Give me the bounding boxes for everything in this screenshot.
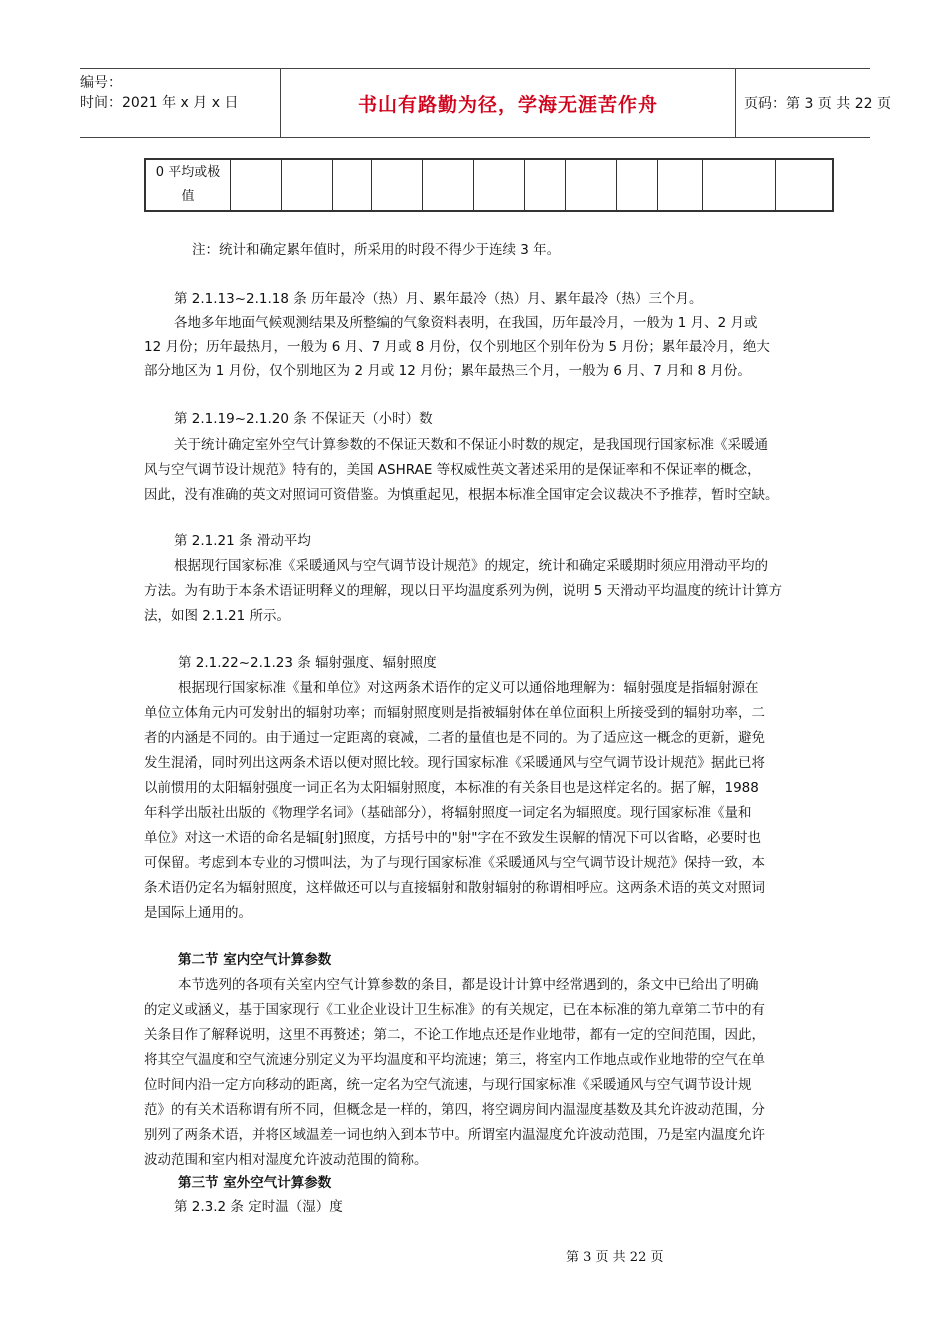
paragraph-line: 者的内涵是不同的。由于通过一定距离的衰减，二者的量值也是不同的。为了适应这一概念的更新，避免: [144, 730, 765, 746]
paragraph-line: 年科学出版社出版的《物理学名词》（基础部分），将辐射照度一词定名为辐照度。现行国家标准《量和: [144, 805, 752, 821]
paragraph-line: 的定义或涵义，基于国家现行《工业企业设计卫生标准》的有关规定，已在本标准的第九章第二节中的有: [144, 1002, 765, 1018]
header-page-info: 页码：第 3 页 共 22 页: [744, 96, 891, 112]
table-cell: [372, 159, 423, 211]
paragraph-line: 12 月份；历年最热月，一般为 6 月、7 月或 8 月份，仅个别地区个别年份为 5 月份；累年最冷月，绝大: [144, 339, 770, 355]
table-note: 注：统计和确定累年值时，所采用的时段不得少于连续 3 年。: [192, 242, 561, 258]
table-cell: [703, 159, 776, 211]
table-cell-label: 0 平均或极 值: [145, 159, 231, 211]
paragraph-line: 关于统计确定室外空气计算参数的不保证天数和不保证小时数的规定，是我国现行国家标准《采暖通: [174, 437, 768, 453]
paragraph-line: 可保留。考虑到本专业的习惯叫法，为了与现行国家标准《采暖通风与空气调节设计规范》保持一致，本: [144, 855, 765, 871]
header-motto: 书山有路勤为径，学海无涯苦作舟: [357, 93, 658, 116]
paragraph-line: 关条目作了解释说明，这里不再赘述；第二，不论工作地点还是作业地带，都有一定的空间范围，因此，: [144, 1027, 765, 1043]
paragraph-line: 位时间内沿一定方向移动的距离，统一定名为空气流速，与现行国家标准《采暖通风与空气调节设计规: [144, 1077, 752, 1093]
paragraph-line: 根据现行国家标准《采暖通风与空气调节设计规范》的规定，统计和确定采暖期时须应用滑动平均的: [174, 558, 768, 574]
paragraph-line: 发生混淆，同时列出这两条术语以便对照比较。现行国家标准《采暖通风与空气调节设计规范》据此已将: [144, 755, 765, 771]
header-meta: [80, 69, 280, 141]
table-cell: [566, 159, 617, 211]
table-cell: [423, 159, 474, 211]
table-cell: [617, 159, 658, 211]
table-cell: [282, 159, 333, 211]
section-title: 第 2.1.13~2.1.18 条 历年最冷（热）月、累年最冷（热）月、累年最冷（热）三个月。: [174, 291, 703, 307]
header-motto-cell: [280, 69, 736, 137]
paragraph-line: 以前惯用的太阳辐射强度一词正名为太阳辐射照度，本标准的有关条目也是这样定名的。据了解，1988: [144, 780, 759, 796]
paragraph-line: 别列了两条术语，并将区域温差一词也纳入到本节中。所谓室内温湿度允许波动范围，乃是室内温度允许: [144, 1127, 765, 1143]
header-page-cell: [734, 69, 891, 137]
doc-time-label: 时间：2021 年 x 月 x 日: [80, 95, 239, 111]
table-cell: [474, 159, 525, 211]
table-row: [145, 159, 833, 211]
section-title: 第 2.1.22~2.1.23 条 辐射强度、辐射照度: [178, 655, 437, 671]
paragraph-line: 本节选列的各项有关室内空气计算参数的条目，都是设计计算中经常遇到的，条文中已给出了明确: [178, 977, 759, 993]
table-cell: [333, 159, 372, 211]
paragraph-line: 范》的有关术语称谓有所不同，但概念是一样的，第四，将空调房间内温湿度基数及其允许波动范围，分: [144, 1102, 765, 1118]
paragraph-line: 法，如图 2.1.21 所示。: [144, 608, 291, 624]
doc-number-label: 编号：: [80, 75, 122, 91]
paragraph-line: 方法。为有助于本条术语证明释义的理解，现以日平均温度系列为例，说明 5 天滑动平均温度的统计计算方: [144, 583, 783, 599]
table-cell: [658, 159, 703, 211]
paragraph-line: 条术语仍定名为辐射照度，这样做还可以与直接辐射和散射辐射的称谓相呼应。这两条术语的英文对照词: [144, 880, 765, 896]
paragraph-line: 单位立体角元内可发射出的辐射功率；而辐射照度则是指被辐射体在单位面积上所接受到的辐射功率，二: [144, 705, 765, 721]
section-title: 第 2.1.19~2.1.20 条 不保证天（小时）数: [174, 411, 433, 427]
table-cell: [776, 159, 834, 211]
paragraph-line: 是国际上通用的。: [144, 905, 252, 921]
paragraph-line: 将其空气温度和空气流速分别定义为平均温度和平均流速；第三，将室内工作地点或作业地带的空气在单: [144, 1052, 765, 1068]
data-table-fragment: [144, 158, 834, 212]
page-header: [80, 68, 891, 138]
paragraph-line: 风与空气调节设计规范》特有的，美国 ASHRAE 等权威性英文著述采用的是保证率和不保证率的概念，: [144, 462, 761, 478]
paragraph-line: 波动范围和室内相对湿度允许波动范围的简称。: [144, 1152, 428, 1168]
footer-page-number: 第 3 页 共 22 页: [566, 1250, 664, 1265]
paragraph-line: 各地多年地面气候观测结果及所整编的气象资料表明，在我国，历年最冷月，一般为 1 月、2 月或: [174, 315, 758, 331]
paragraph-line: 因此，没有准确的英文对照词可资借鉴。为慎重起见，根据本标准全国审定会议裁决不予推荐，暂时空缺。: [144, 487, 779, 503]
paragraph-line: 部分地区为 1 月份，仅个别地区为 2 月或 12 月份；累年最热三个月，一般为 6 月、7 月和 8 月份。: [144, 363, 751, 379]
table-cell: [231, 159, 282, 211]
section-heading: 第三节 室外空气计算参数: [178, 1175, 332, 1191]
section-title: 第 2.1.21 条 滑动平均: [174, 533, 311, 549]
table-cell: [525, 159, 566, 211]
section-heading: 第二节 室内空气计算参数: [178, 952, 332, 968]
section-title: 第 2.3.2 条 定时温（湿）度: [174, 1199, 343, 1215]
paragraph-line: 根据现行国家标准《量和单位》对这两条术语作的定义可以通俗地理解为：辐射强度是指辐射源在: [178, 680, 759, 696]
paragraph-line: 单位》对这一术语的命名是辐[射]照度，方括号中的"射"字在不致发生误解的情况下可以省略，必要时也: [144, 830, 761, 846]
